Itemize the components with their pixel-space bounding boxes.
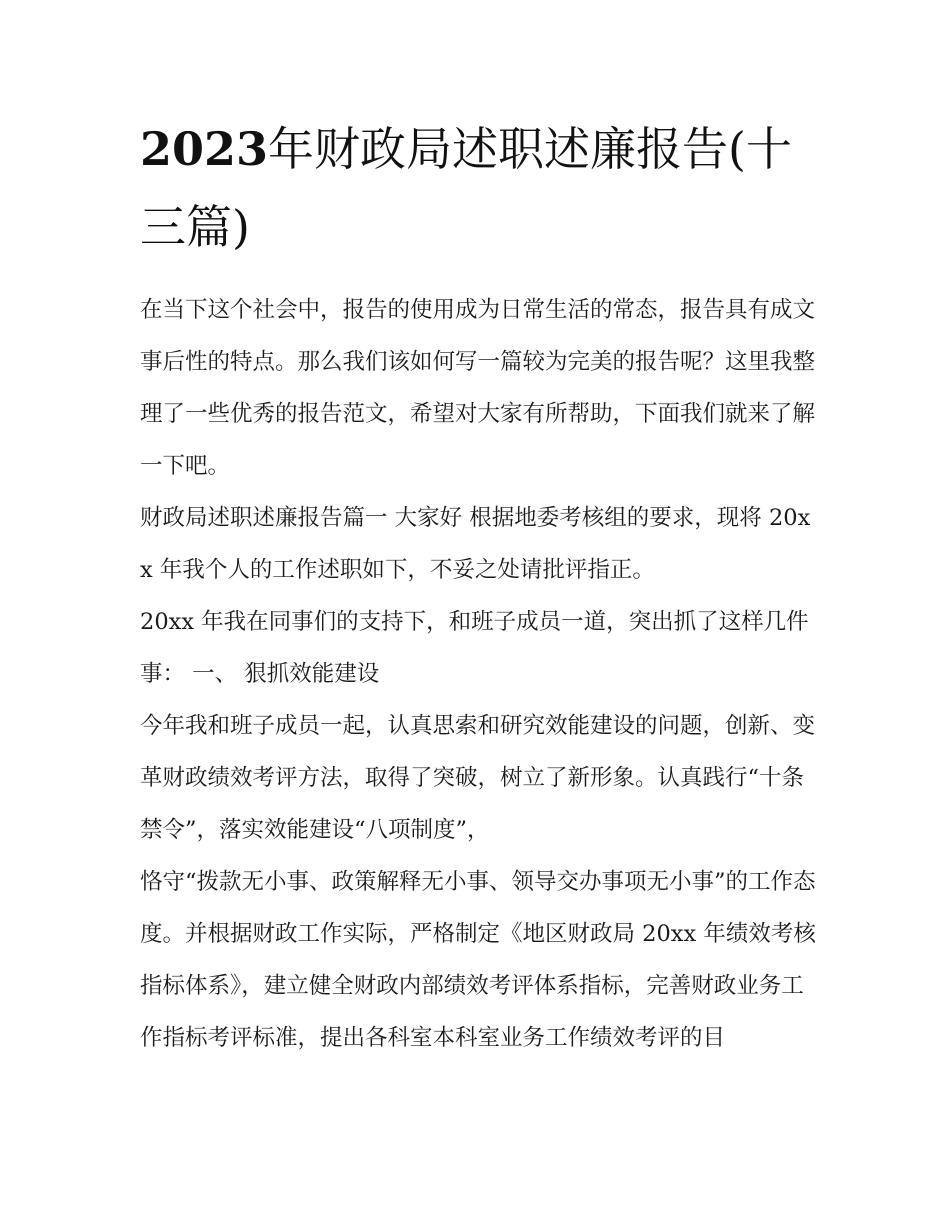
body-paragraph: 今年我和班子成员一起，认真思索和研究效能建设的问题，创新、变革财政绩效考评方法，取得了突破，树立了新形象。认真践行“十条禁令”，落实效能建设“八项制度”， [140,713,816,843]
body-paragraph: 恪守“拨款无小事、政策解释无小事、领导交办事项无小事”的工作态度。并根据财政工作实际，严格制定《地区财政局 20xx 年绩效考核指标体系》，建立健全财政内部绩效考评体系指标，完善财政业务工作指标考评标准，提出各科室本科室业务工作绩效考评的目 [140,869,816,1051]
title-year: 2023 [140,122,269,176]
body-paragraph: 财政局述职述廉报告篇一 大家好 根据地委考核组的要求，现将 20xx 年我个人的工作述职如下，不妥之处请批评指正。 [140,505,811,583]
document-body [140,284,820,1064]
intro-paragraph: 在当下这个社会中，报告的使用成为日常生活的常态，报告具有成文事后性的特点。那么我们该如何写一篇较为完美的报告呢？这里我整理了一些优秀的报告范文，希望对大家有所帮助，下面我们就来了解一下吧。 [140,297,816,479]
body-paragraph: 20xx 年我在同事们的支持下，和班子成员一道，突出抓了这样几件事： 一、 狠抓效能建设 [140,609,809,687]
title-text: 年财政局述职述廉报告(十三篇) [140,122,792,254]
document-title [140,110,820,266]
document-content [140,110,820,1064]
